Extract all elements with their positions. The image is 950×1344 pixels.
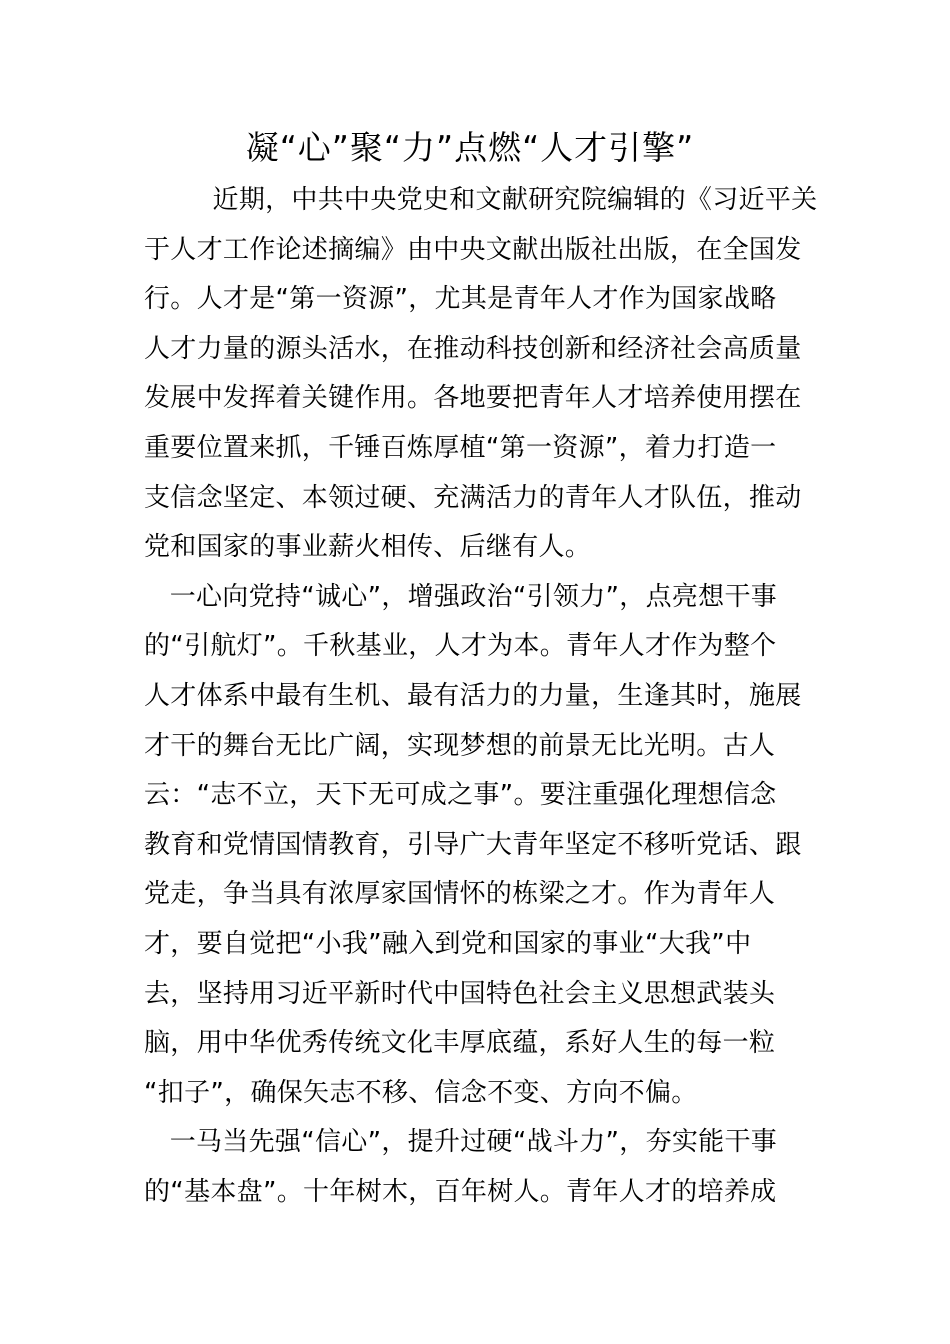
document-title: 凝“心”聚“力”点燃“人才引擎” (245, 128, 695, 167)
body-line: 的“引航灯”。千秋基业，人才为本。青年人才作为整个 (144, 631, 777, 662)
body-line: 去，坚持用习近平新时代中国特色社会主义思想武装头 (144, 978, 776, 1009)
body-line: 重要位置来抓，千锤百炼厚植“第一资源”，着力打造一 (144, 432, 777, 463)
body-line: 的“基本盘”。十年树木，百年树人。青年人才的培养成 (144, 1176, 777, 1207)
body-line: 发展中发挥着关键作用。各地要把青年人才培养使用摆在 (144, 383, 802, 414)
body-line: 才干的舞台无比广阔，实现梦想的前景无比光明。古人 (144, 730, 776, 761)
body-line: 支信念坚定、本领过硬、充满活力的青年人才队伍，推动 (144, 482, 802, 513)
body-line: 一马当先强“信心”，提升过硬“战斗力”，夯实能干事 (144, 1127, 778, 1158)
body-line: 云：“志不立，天下无可成之事”。要注重强化理想信念 (144, 780, 777, 811)
document-body (144, 176, 816, 1217)
body-line: 人才力量的源头活水，在推动科技创新和经济社会高质量 (144, 333, 802, 364)
body-line: 脑，用中华优秀传统文化丰厚底蕴，系好人生的每一粒 (144, 1028, 776, 1059)
body-line: 人才体系中最有生机、最有活力的力量，生逢其时，施展 (144, 680, 802, 711)
body-line: 党走，争当具有浓厚家国情怀的栋梁之才。作为青年人 (144, 879, 776, 910)
body-line: 党和国家的事业薪火相传、后继有人。 (144, 532, 592, 563)
body-line: 近期，中共中央党史和文献研究院编辑的《习近平关 (144, 185, 818, 215)
body-line: 才，要自觉把“小我”融入到党和国家的事业“大我”中 (144, 928, 752, 959)
body-line: “扣子”，确保矢志不移、信念不变、方向不偏。 (144, 1077, 698, 1108)
body-line: 行。人才是“第一资源”，尤其是青年人才作为国家战略 (144, 284, 777, 315)
body-line: 教育和党情国情教育，引导广大青年坚定不移听党话、跟 (144, 829, 802, 860)
body-line: 一心向党持“诚心”，增强政治“引领力”，点亮想干事 (144, 581, 778, 612)
body-line: 于人才工作论述摘编》由中央文献出版社出版，在全国发 (144, 234, 802, 265)
